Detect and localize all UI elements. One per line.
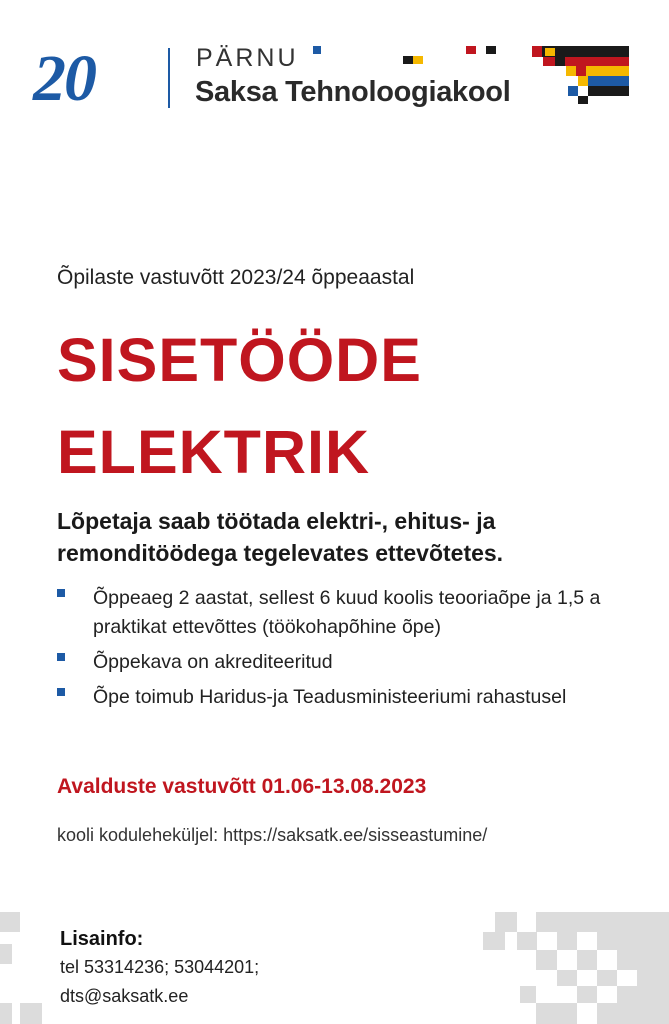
list-item (57, 648, 647, 677)
lead-text: Lõpetaja saab töötada elektri-, ehitus- ja remonditöödega tegelevates ettevõtetes. (57, 508, 504, 566)
title-line-1: SISETÖÖDE (57, 326, 422, 394)
anniversary-logo: 20 (33, 42, 95, 115)
list-item-text: Õpe toimub Haridus-ja Teadusministeeriumi rahastusel (93, 686, 567, 708)
logo-divider (168, 48, 170, 108)
applications-period: Avalduste vastuvõtt 01.06-13.08.2023 (57, 775, 427, 798)
list-item (57, 584, 647, 642)
contact-heading: Lisainfo: (60, 928, 144, 950)
list-item-text: Õppekava on akrediteeritud (93, 651, 333, 673)
list-item (57, 683, 647, 712)
bullet-square-icon (57, 589, 65, 597)
bullet-list (57, 584, 647, 718)
contact-email: dts@saksatk.ee (60, 986, 189, 1006)
bullet-square-icon (57, 653, 65, 661)
intro-text: Õpilaste vastuvõtt 2023/24 õppeaastal (57, 266, 415, 289)
bullet-square-icon (57, 688, 65, 696)
website-text: kooli koduleheküljel: https://saksatk.ee/sisseastumine/ (57, 825, 488, 845)
contact-phone: tel 53314236; 53044201; (60, 957, 260, 977)
logo-city: PÄRNU (196, 44, 299, 72)
school-name: Saksa Tehnoloogiakool (195, 76, 511, 108)
title-line-2: ELEKTRIK (57, 418, 370, 486)
list-item-text: Õppeaeg 2 aastat, sellest 6 kuud koolis teooriaõpe ja 1,5 a praktikat ettevõttes (töökohapõhine õpe) (93, 587, 601, 638)
logo-dot (313, 46, 321, 54)
